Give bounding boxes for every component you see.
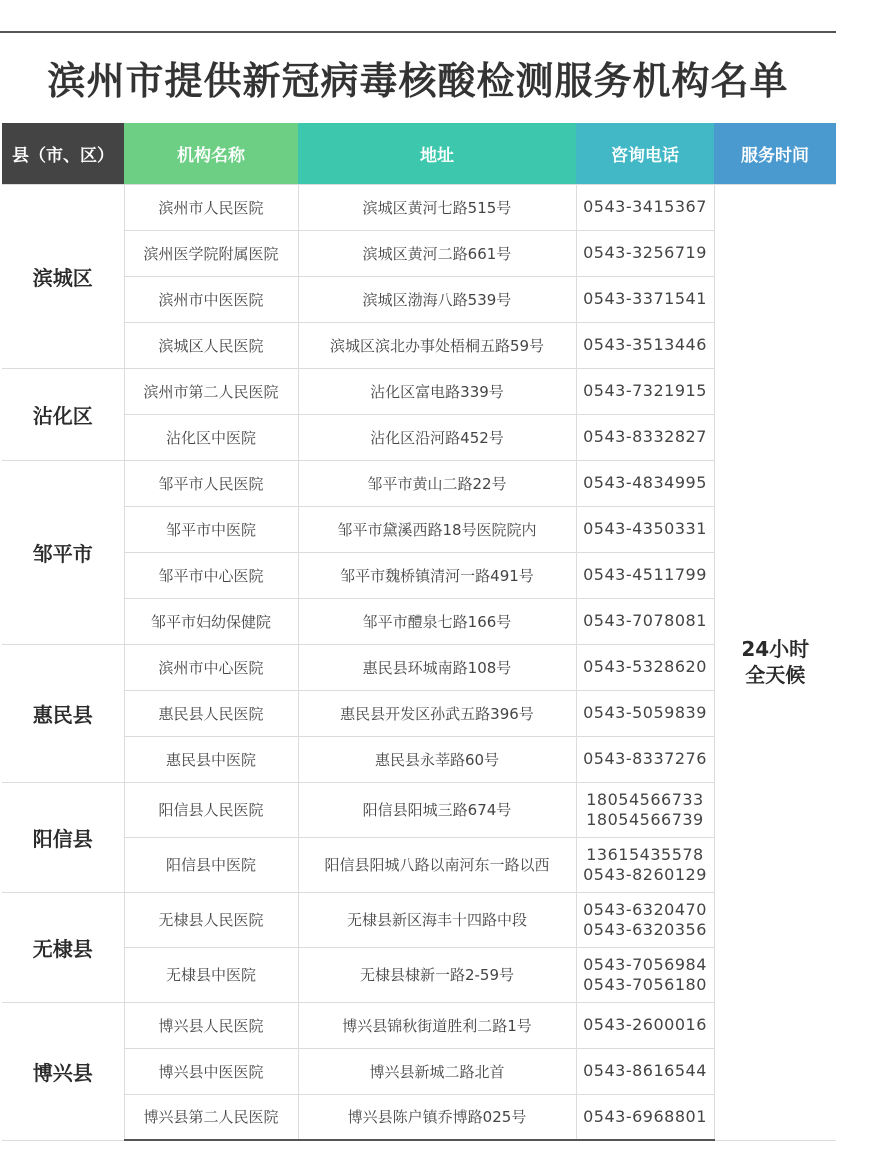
phone-number: 13615435578 — [586, 844, 704, 864]
phone-number: 0543-2600016 — [583, 1015, 707, 1034]
phone-cell — [576, 1094, 714, 1140]
institution-address: 邹平市黄山二路22号 — [298, 460, 576, 506]
phone-number: 0543-3256719 — [583, 243, 707, 262]
institution-name: 邹平市妇幼保健院 — [124, 598, 298, 644]
service-time-cell — [714, 184, 836, 1140]
institution-name: 邹平市中心医院 — [124, 552, 298, 598]
institution-name: 惠民县人民医院 — [124, 690, 298, 736]
institution-name: 博兴县第二人民医院 — [124, 1094, 298, 1140]
table-row — [2, 782, 836, 837]
phone-number: 0543-8332827 — [583, 427, 707, 446]
institution-name: 阳信县中医院 — [124, 837, 298, 892]
institution-address: 惠民县开发区孙武五路396号 — [298, 690, 576, 736]
table-row — [2, 276, 836, 322]
phone-cell — [576, 322, 714, 368]
service-time-text: 全天候 — [745, 663, 806, 687]
phone-cell — [576, 552, 714, 598]
table-row — [2, 598, 836, 644]
table-row — [2, 1094, 836, 1140]
phone-cell — [576, 782, 714, 837]
institution-name: 阳信县人民医院 — [124, 782, 298, 837]
institution-address: 沾化区富电路339号 — [298, 368, 576, 414]
institution-name: 惠民县中医院 — [124, 736, 298, 782]
phone-number: 0543-7078081 — [583, 611, 707, 630]
phone-number: 18054566733 — [586, 789, 704, 809]
phone-number: 18054566739 — [586, 809, 704, 829]
header-county: 县（市、区） — [2, 123, 124, 184]
phone-cell — [576, 414, 714, 460]
institution-name: 滨州市中医医院 — [124, 276, 298, 322]
phone-number: 0543-8616544 — [583, 1061, 707, 1080]
phone-number: 0543-5059839 — [583, 703, 707, 722]
phone-cell — [576, 644, 714, 690]
page-title: 滨州市提供新冠病毒核酸检测服务机构名单 — [47, 59, 789, 103]
institution-name: 无棣县人民医院 — [124, 892, 298, 947]
table-row — [2, 230, 836, 276]
institution-address: 无棣县棣新一路2-59号 — [298, 947, 576, 1002]
institution-name: 沾化区中医院 — [124, 414, 298, 460]
table-row — [2, 460, 836, 506]
header-address: 地址 — [298, 123, 576, 184]
institution-address: 邹平市黛溪西路18号医院院内 — [298, 506, 576, 552]
phone-cell — [576, 230, 714, 276]
header-institution-name: 机构名称 — [124, 123, 298, 184]
phone-number: 0543-8337276 — [583, 749, 707, 768]
institution-name: 滨州医学院附属医院 — [124, 230, 298, 276]
table-row — [2, 736, 836, 782]
header-service-time: 服务时间 — [714, 123, 836, 184]
institution-name: 邹平市中医院 — [124, 506, 298, 552]
table-row — [2, 947, 836, 1002]
phone-cell — [576, 1048, 714, 1094]
phone-number: 0543-7056984 — [583, 954, 707, 974]
phone-cell — [576, 892, 714, 947]
institution-table — [2, 123, 836, 1141]
phone-number: 0543-3371541 — [583, 289, 707, 308]
institution-address: 博兴县陈户镇乔博路025号 — [298, 1094, 576, 1140]
table-row — [2, 368, 836, 414]
phone-number: 0543-7056180 — [583, 974, 707, 994]
institution-address: 阳信县阳城八路以南河东一路以西 — [298, 837, 576, 892]
institution-name: 滨州市第二人民医院 — [124, 368, 298, 414]
phone-cell — [576, 506, 714, 552]
institution-address: 滨城区渤海八路539号 — [298, 276, 576, 322]
phone-number: 0543-6320356 — [583, 919, 707, 939]
institution-address: 惠民县环城南路108号 — [298, 644, 576, 690]
phone-number: 0543-5328620 — [583, 657, 707, 676]
institution-address: 滨城区黄河二路661号 — [298, 230, 576, 276]
institution-name: 博兴县中医医院 — [124, 1048, 298, 1094]
phone-cell — [576, 690, 714, 736]
phone-cell — [576, 460, 714, 506]
phone-number: 0543-3415367 — [583, 197, 707, 216]
phone-number: 0543-7321915 — [583, 381, 707, 400]
phone-cell — [576, 947, 714, 1002]
institution-name: 滨城区人民医院 — [124, 322, 298, 368]
phone-cell — [576, 368, 714, 414]
institution-address: 阳信县阳城三路674号 — [298, 782, 576, 837]
institution-address: 邹平市魏桥镇清河一路491号 — [298, 552, 576, 598]
table-row — [2, 644, 836, 690]
institution-name: 滨州市人民医院 — [124, 184, 298, 230]
phone-cell — [576, 837, 714, 892]
phone-number: 0543-6320470 — [583, 899, 707, 919]
phone-number: 0543-6968801 — [583, 1106, 707, 1126]
institution-address: 沾化区沿河路452号 — [298, 414, 576, 460]
county-cell: 博兴县 — [2, 1002, 124, 1140]
table-row — [2, 414, 836, 460]
table-row — [2, 184, 836, 230]
county-cell: 无棣县 — [2, 892, 124, 1002]
table-row — [2, 690, 836, 736]
county-cell: 惠民县 — [2, 644, 124, 782]
institution-address: 博兴县锦秋街道胜利二路1号 — [298, 1002, 576, 1048]
county-cell: 阳信县 — [2, 782, 124, 892]
phone-cell — [576, 736, 714, 782]
institution-address: 滨城区滨北办事处梧桐五路59号 — [298, 322, 576, 368]
institution-address: 无棣县新区海丰十四路中段 — [298, 892, 576, 947]
institution-address: 博兴县新城二路北首 — [298, 1048, 576, 1094]
county-cell: 沾化区 — [2, 368, 124, 460]
table-row — [2, 892, 836, 947]
table-row — [2, 552, 836, 598]
table-row — [2, 1048, 836, 1094]
phone-cell — [576, 184, 714, 230]
phone-number: 0543-3513446 — [583, 335, 707, 354]
institution-name: 博兴县人民医院 — [124, 1002, 298, 1048]
county-cell: 邹平市 — [2, 460, 124, 644]
institution-name: 邹平市人民医院 — [124, 460, 298, 506]
service-time-text: 24小时 — [741, 637, 810, 661]
table-header-row — [2, 123, 836, 184]
institution-address: 惠民县永莘路60号 — [298, 736, 576, 782]
phone-number: 0543-4511799 — [583, 565, 707, 584]
table-row — [2, 506, 836, 552]
phone-cell — [576, 598, 714, 644]
phone-number: 0543-8260129 — [583, 864, 707, 884]
table-row — [2, 837, 836, 892]
institution-address: 滨城区黄河七路515号 — [298, 184, 576, 230]
institution-name: 无棣县中医院 — [124, 947, 298, 1002]
table-body — [2, 184, 836, 1140]
top-divider — [0, 31, 836, 33]
institution-name: 滨州市中心医院 — [124, 644, 298, 690]
phone-cell — [576, 276, 714, 322]
institution-address: 邹平市醴泉七路166号 — [298, 598, 576, 644]
county-cell: 滨城区 — [2, 184, 124, 368]
header-phone: 咨询电话 — [576, 123, 714, 184]
table-row — [2, 1002, 836, 1048]
phone-cell — [576, 1002, 714, 1048]
phone-number: 0543-4834995 — [583, 473, 707, 492]
phone-number: 0543-4350331 — [583, 519, 707, 538]
table-row — [2, 322, 836, 368]
